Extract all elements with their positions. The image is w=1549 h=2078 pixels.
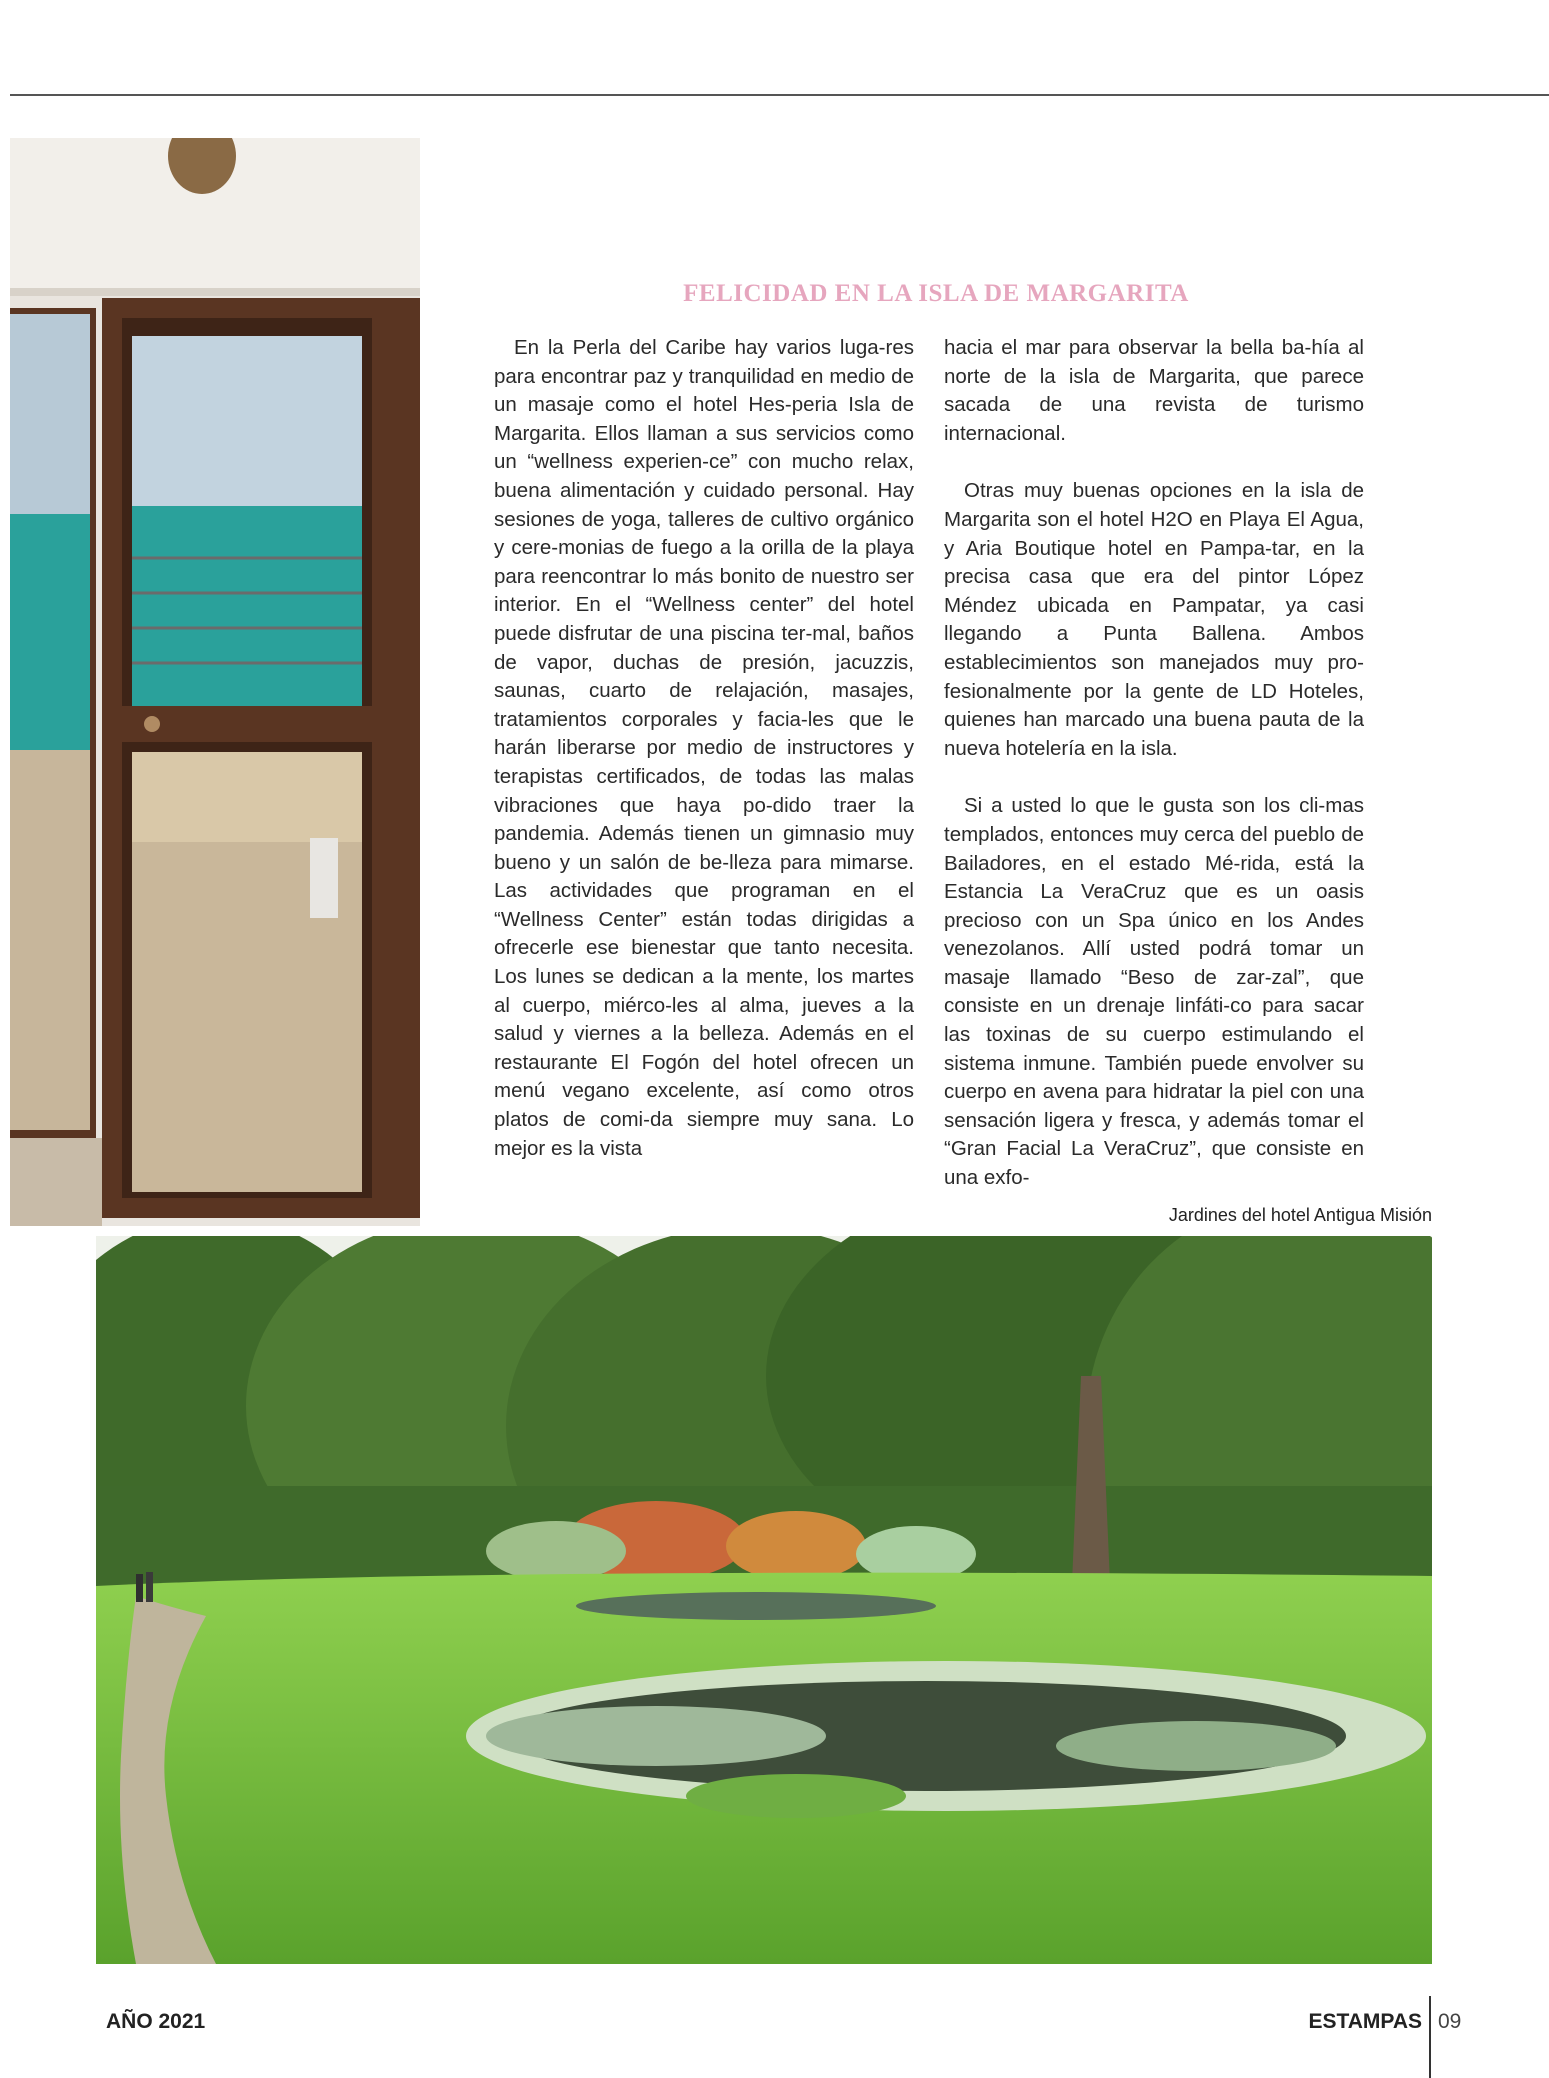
article-headline: FELICIDAD EN LA ISLA DE MARGARITA	[683, 280, 1189, 307]
footer-divider	[1429, 1996, 1431, 2078]
article-paragraph: hacia el mar para observar la bella ba-hía al norte de la isla de Margarita, que parece sacada de una revista de turismo internacional.	[944, 336, 1364, 445]
top-rule	[10, 94, 1549, 96]
garden-photo-caption: Jardines del hotel Antigua Misión	[1168, 1205, 1432, 1225]
footer-magazine-name: ESTAMPAS	[1308, 2010, 1422, 2033]
article-column-right	[944, 334, 1364, 1193]
article-column-left	[494, 334, 914, 1163]
garden-pond-photo	[96, 1236, 1432, 1964]
article-paragraph: Si a usted lo que le gusta son los cli-mas templados, entonces muy cerca del pueblo de Bailadores, en el estado Mé-rida, está la Estancia La VeraCruz que es un oasis precioso con un Spa único en los Andes venezolanos. Allí usted podrá tomar un masaje llamado “Beso de zar-zal”, que consiste en un drenaje linfáti-co para sacar las toxinas de su cuerpo estimulando el sistema inmune. También puede envolver su cuerpo en avena para hidratar la piel con una sensación ligera y fresca, y además tomar el “Gran Facial La VeraCruz”, que consiste en una exfo-	[944, 794, 1364, 1190]
footer-page-number: 09	[1438, 2010, 1462, 2033]
door-sea-view-photo	[10, 138, 420, 1226]
article-paragraph: Otras muy buenas opciones en la isla de Margarita son el hotel H2O en Playa El Agua, y Aria Boutique hotel en Pampa-tar, en la precisa casa que era del pintor López Méndez ubicada en Pampatar, ya casi llegando a Punta Ballena. Ambos establecimientos son manejados muy pro-fesionalmente por la gente de LD Hoteles, quienes han marcado una buena pauta de la nueva hotelería en la isla.	[944, 479, 1364, 760]
article-paragraph: En la Perla del Caribe hay varios luga-res para encontrar paz y tranquilidad en medio de un masaje como el hotel Hes-peria Isla de Margarita. Ellos llaman a sus servicios como un “wellness experien-ce” con mucho relax, buena alimentación y cuidado personal. Hay sesiones de yoga, talleres de cultivo orgánico y cere-monias de fuego a la orilla de la playa para reencontrar lo más bonito de nuestro ser interior. En el “Wellness center” del hotel puede disfrutar de una piscina ter-mal, baños de vapor, duchas de presión, jacuzzis, saunas, cuarto de relajación, masajes, tratamientos corporales y facia-les que le harán liberarse por medio de instructores y terapistas certificados, de todas las malas vibraciones que haya po-dido traer la pandemia. Además tienen un gimnasio muy bueno y un salón de be-lleza para mimarse. Las actividades que programan en el “Wellness Center” están todas dirigidas a ofrecerle ese bienestar que tanto necesita. Los lunes se dedican a la mente, los martes al cuerpo, miérco-les al alma, jueves a la salud y viernes a la belleza. Además en el restaurante El Fogón del hotel ofrecen un menú vegano excelente, así como otros platos de comi-da siempre muy sana. Lo mejor es la vista	[494, 336, 914, 1160]
footer-year: AÑO 2021	[106, 2010, 206, 2033]
